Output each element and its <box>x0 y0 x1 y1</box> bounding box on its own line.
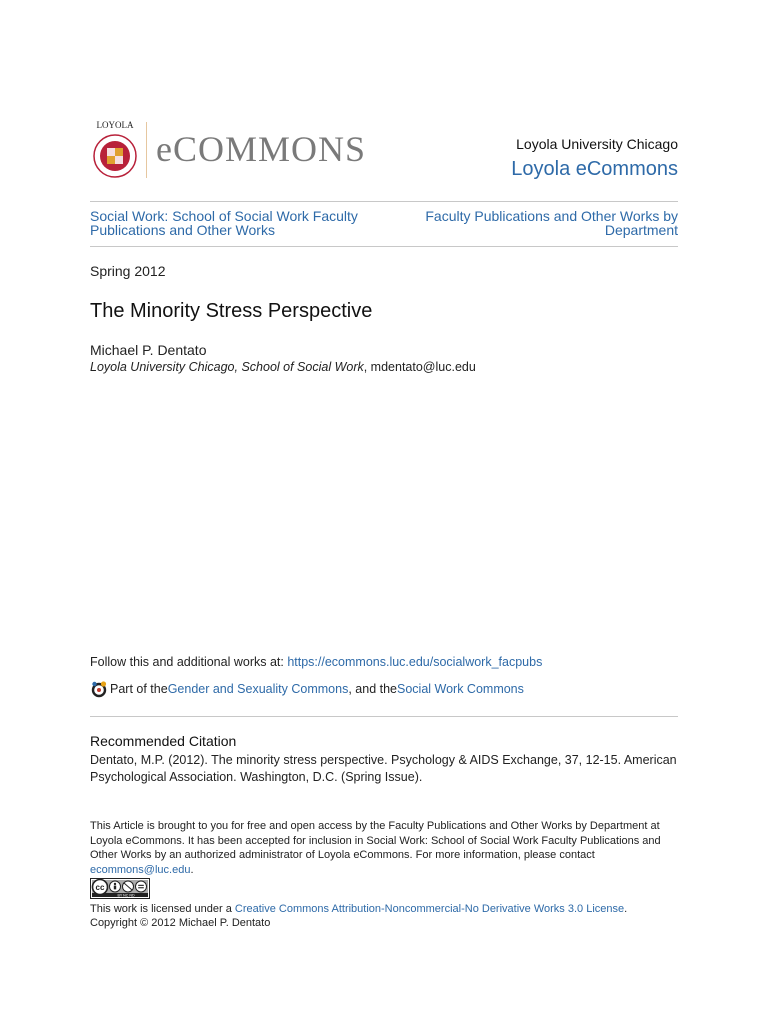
social-work-commons-link[interactable]: Social Work Commons <box>397 682 524 696</box>
license-link[interactable]: Creative Commons Attribution-Noncommercial-No Derivative Works 3.0 License <box>234 903 625 915</box>
breadcrumb-right-line2: Department <box>604 222 678 238</box>
follow-url-link[interactable]: https://ecommons.luc.edu/socialwork_facpubs <box>287 655 543 669</box>
cc-badge-text: cc <box>95 883 105 892</box>
breadcrumb-collection-link[interactable] <box>90 209 380 237</box>
header-divider <box>90 201 678 202</box>
part-of-middle: , and the <box>348 682 397 696</box>
part-of-line <box>90 680 524 698</box>
citation-text: Dentato, M.P. (2012). The minority stress perspective. Psychology & AIDS Exchange, 37, 12-15. American Psychological Association. Washington, D.C. (Spring Issue). <box>90 753 677 784</box>
ecommons-logo[interactable] <box>90 120 370 182</box>
author-name: Michael P. Dentato <box>90 342 207 358</box>
license-prefix: This work is licensed under a <box>90 903 235 915</box>
follow-prefix: Follow this and additional works at: <box>90 655 288 669</box>
cc-license-badge[interactable] <box>90 878 150 899</box>
breadcrumb-divider <box>90 246 678 247</box>
breadcrumb-department-link[interactable] <box>408 209 678 237</box>
university-name: Loyola University Chicago <box>516 136 678 152</box>
affiliation-text: Loyola University Chicago, School of Social Work <box>90 360 364 374</box>
author-email: , mdentato@luc.edu <box>363 360 476 374</box>
access-note-text: This Article is brought to you for free and open access by the Faculty Publications and Other Works by Department at Loyola eCommons. It has been accepted for inclusion in Social Work: School of Social Work Faculty Publications and Other Works by an authorized administrator of Loyola eCommons. For more information, please contact <box>90 820 661 861</box>
breadcrumb-left-line1: Social Work: School of Social Work Faculty <box>90 208 358 224</box>
network-commons-icon <box>90 680 108 698</box>
copyright-line: Copyright © 2012 Michael P. Dentato <box>90 917 271 929</box>
gender-sexuality-commons-link[interactable]: Gender and Sexuality Commons <box>167 682 349 696</box>
access-note <box>90 819 680 877</box>
follow-line <box>90 655 542 669</box>
loyola-seal-icon <box>90 120 140 180</box>
citation-divider <box>90 716 678 717</box>
breadcrumb-left-line2: Publications and Other Works <box>90 222 275 238</box>
seal-wordmark: LOYOLA <box>96 120 134 130</box>
breadcrumb-right-line1: Faculty Publications and Other Works by <box>425 208 678 224</box>
logo-wordmark: eCOMMONS <box>156 129 367 169</box>
contact-email-link[interactable]: ecommons@luc.edu <box>90 863 191 876</box>
license-line <box>90 902 627 917</box>
access-note-end: . <box>190 863 194 876</box>
citation-heading: Recommended Citation <box>90 733 237 749</box>
cc-badge-subtext: BY NC ND <box>117 893 135 898</box>
publication-date: Spring 2012 <box>90 263 166 279</box>
part-of-prefix: Part of the <box>110 682 168 696</box>
logo-divider <box>146 122 147 178</box>
license-end: . <box>624 903 628 915</box>
repository-link[interactable]: Loyola eCommons <box>511 158 678 180</box>
author-affiliation <box>90 360 476 374</box>
article-title: The Minority Stress Perspective <box>90 300 373 322</box>
